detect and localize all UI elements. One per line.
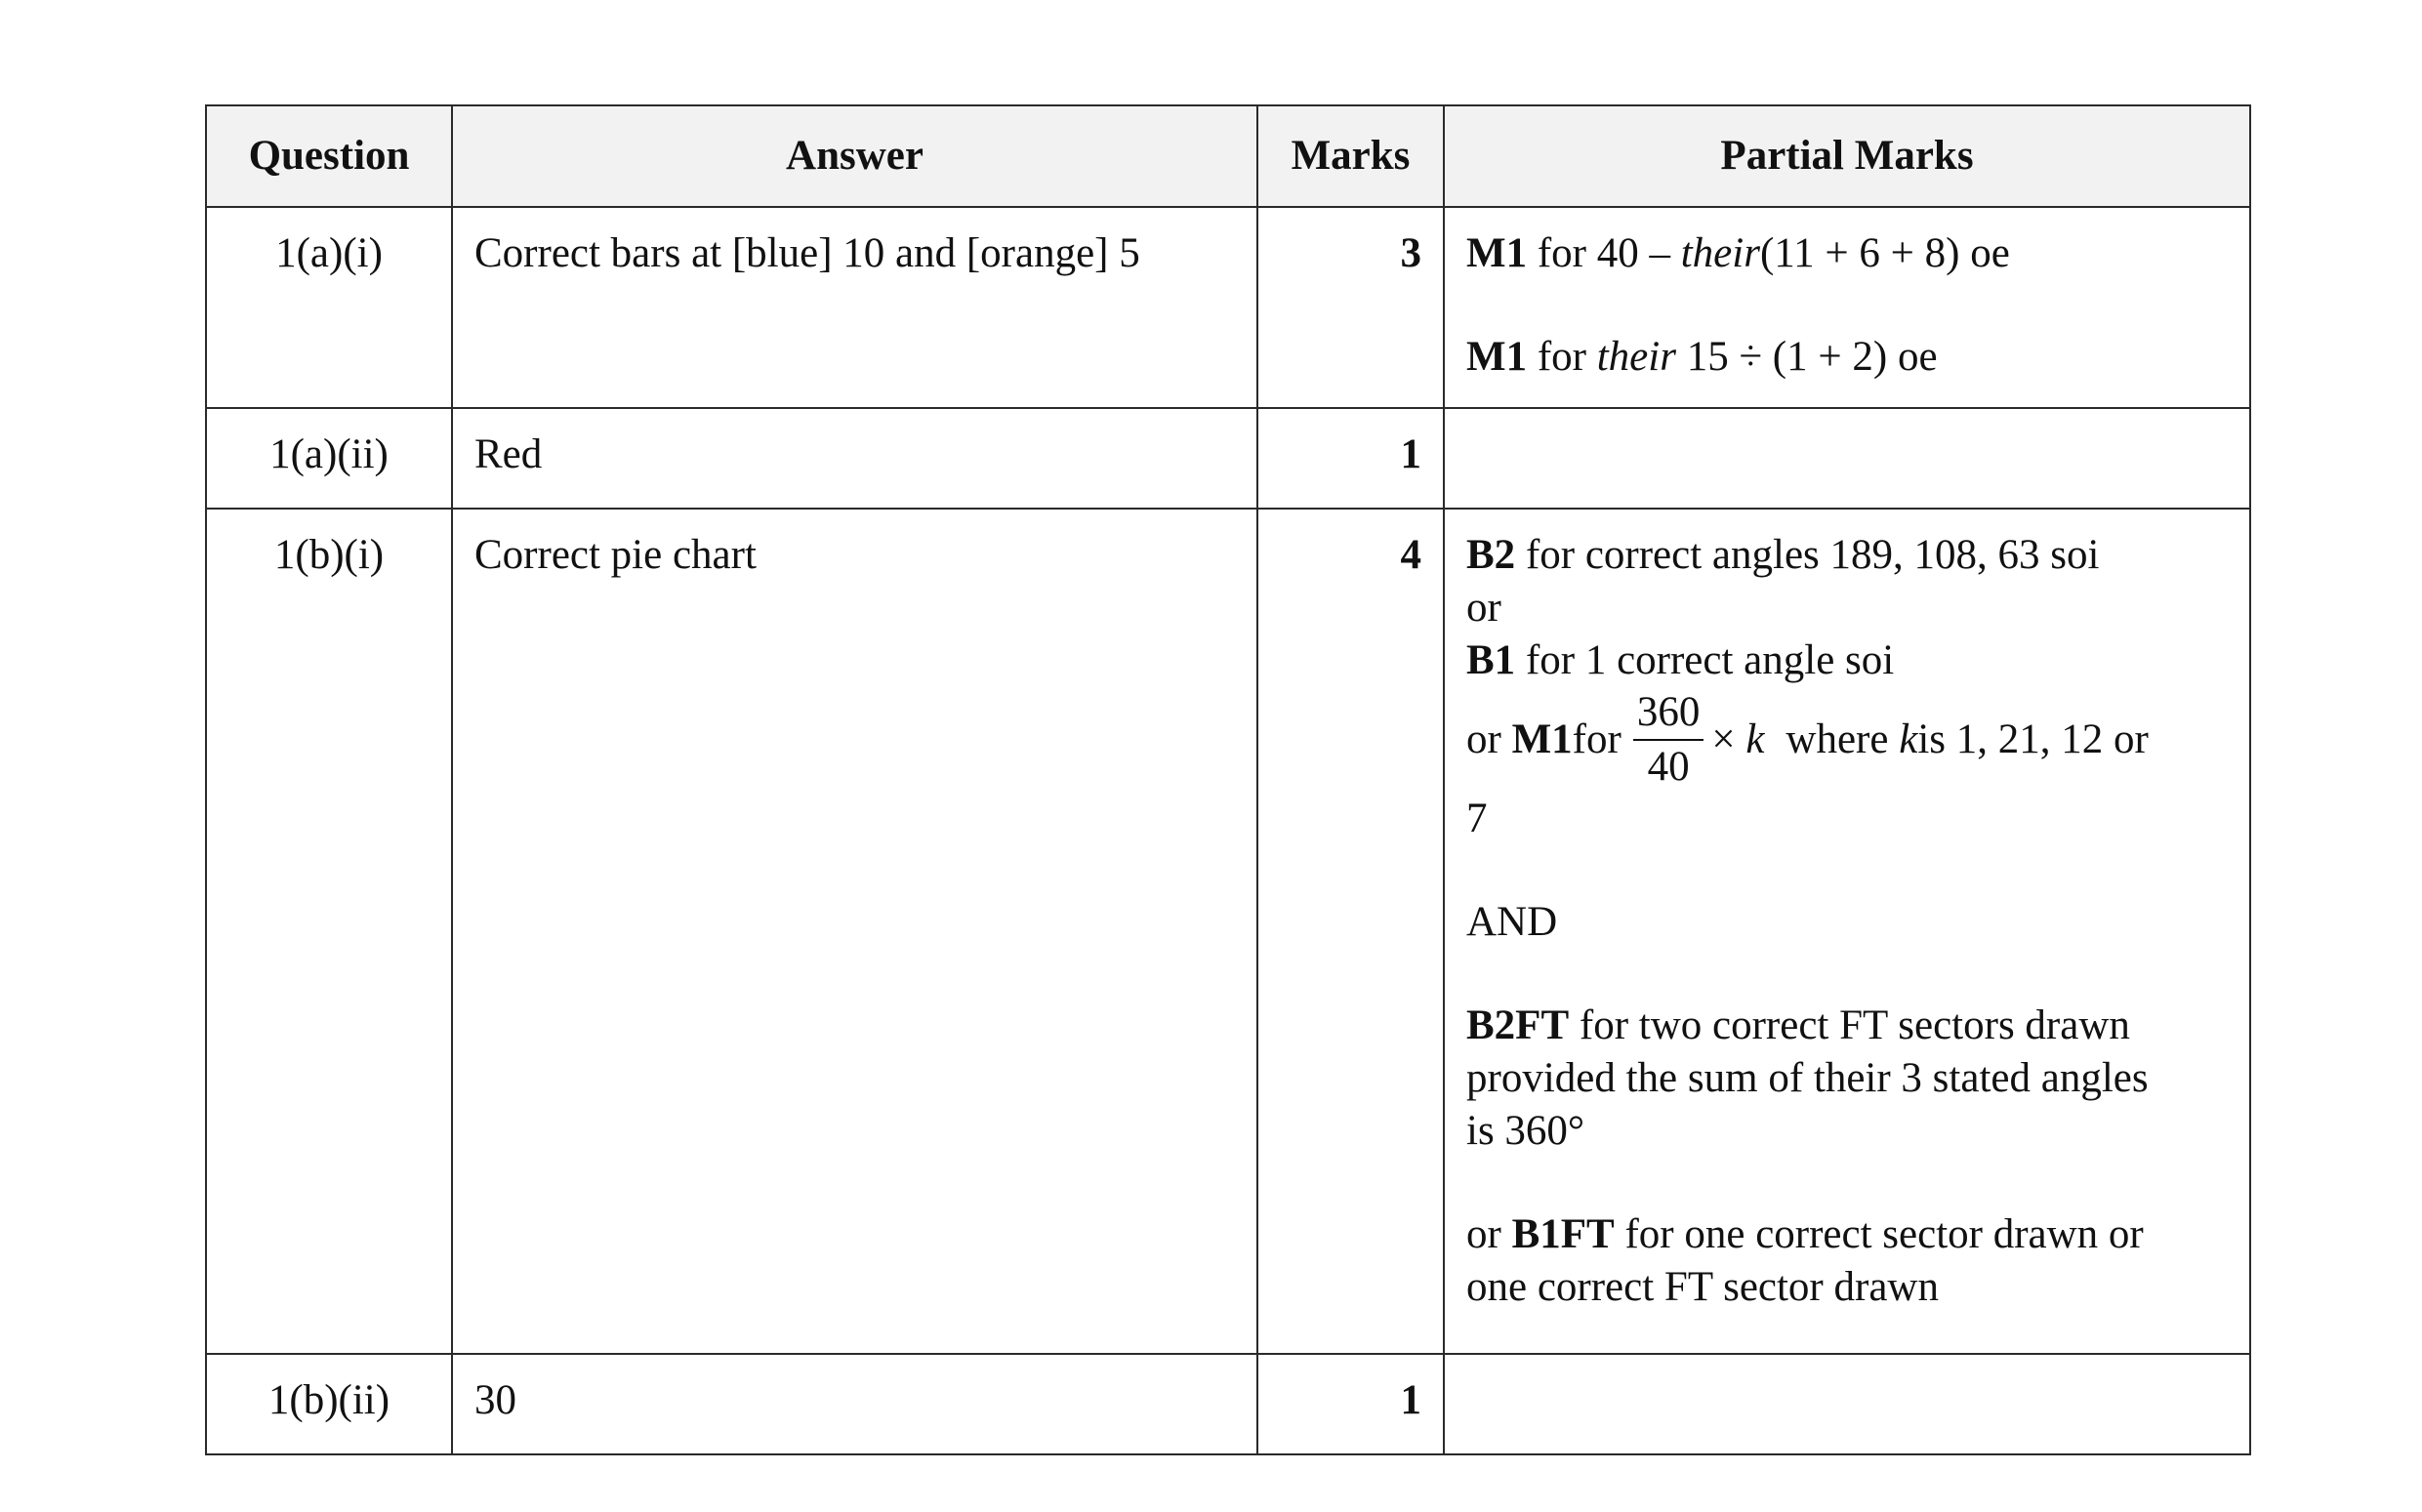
fraction-numerator: 360 <box>1633 688 1704 741</box>
variable-k: k <box>1745 716 1765 762</box>
table-row <box>206 509 2250 1354</box>
header-answer: Answer <box>452 105 1257 207</box>
marks-cell: 1 <box>1257 408 1444 509</box>
partial-text: or <box>1466 1211 1512 1257</box>
table-row <box>206 1354 2250 1454</box>
partial-line <box>1466 331 2228 384</box>
partial-marks-cell <box>1444 408 2250 509</box>
answer-cell: 30 <box>452 1354 1257 1454</box>
partial-line: provided the sum of their 3 stated angles <box>1466 1055 2149 1101</box>
partial-marks-cell <box>1444 509 2250 1354</box>
header-question: Question <box>206 105 452 207</box>
marks-cell: 3 <box>1257 207 1444 408</box>
question-cell: 1(b)(i) <box>206 509 452 1354</box>
partial-line: one correct FT sector drawn <box>1466 1264 1939 1310</box>
mark-code: M1 <box>1466 230 1528 276</box>
partial-italic: their <box>1596 334 1676 380</box>
partial-line <box>1466 1000 2228 1052</box>
partial-text: for correct angles 189, 108, 63 soi <box>1515 532 2100 578</box>
marks-cell: 1 <box>1257 1354 1444 1454</box>
partial-line <box>1466 227 2228 280</box>
marks-cell: 4 <box>1257 509 1444 1354</box>
answer-cell: Red <box>452 408 1257 509</box>
partial-text: for <box>1572 716 1622 762</box>
question-cell: 1(a)(i) <box>206 207 452 408</box>
header-marks: Marks <box>1257 105 1444 207</box>
partial-line: AND <box>1466 899 1558 945</box>
answer-cell: Correct bars at [blue] 10 and [orange] 5 <box>452 207 1257 408</box>
partial-text: for 40 – <box>1527 230 1681 276</box>
mark-code: B2FT <box>1466 1002 1570 1048</box>
mark-code: B2 <box>1466 532 1516 578</box>
partial-text: or <box>1466 716 1501 762</box>
partial-text: 15 ÷ (1 + 2) oe <box>1675 334 1938 380</box>
partial-text: (11 + 6 + 8) oe <box>1759 230 2010 276</box>
partial-italic: their <box>1680 230 1760 276</box>
question-cell: 1(a)(ii) <box>206 408 452 509</box>
times-symbol: × <box>1711 716 1736 762</box>
variable-k: k <box>1899 716 1918 762</box>
mark-code: M1 <box>1466 334 1528 380</box>
table-row <box>206 207 2250 408</box>
fraction-line <box>1466 687 2228 793</box>
partial-line: or <box>1466 585 1501 631</box>
partial-line <box>1466 634 2228 687</box>
answer-cell: Correct pie chart <box>452 509 1257 1354</box>
partial-text: is 1, 21, 12 or <box>1917 716 2149 762</box>
partial-line: is 360° <box>1466 1108 1585 1154</box>
partial-text: where <box>1786 716 1889 762</box>
header-row <box>206 105 2250 207</box>
partial-text: for one correct sector drawn or <box>1614 1211 2144 1257</box>
mark-code: B1FT <box>1511 1211 1615 1257</box>
partial-text: for <box>1527 334 1597 380</box>
fraction-denominator: 40 <box>1647 744 1690 790</box>
partial-marks-cell <box>1444 207 2250 408</box>
partial-line: 7 <box>1466 796 1488 841</box>
mark-code: M1 <box>1511 716 1573 762</box>
mark-code: B1 <box>1466 637 1516 683</box>
partial-line <box>1466 529 2228 582</box>
table-row <box>206 408 2250 509</box>
partial-line <box>1466 1208 2228 1261</box>
partial-marks-cell <box>1444 1354 2250 1454</box>
partial-text: for two correct FT sectors drawn <box>1569 1002 2130 1048</box>
header-partial-marks: Partial Marks <box>1444 105 2250 207</box>
question-cell: 1(b)(ii) <box>206 1354 452 1454</box>
mark-scheme-table <box>205 104 2251 1455</box>
partial-text: for 1 correct angle soi <box>1515 637 1895 683</box>
fraction <box>1633 688 1704 792</box>
